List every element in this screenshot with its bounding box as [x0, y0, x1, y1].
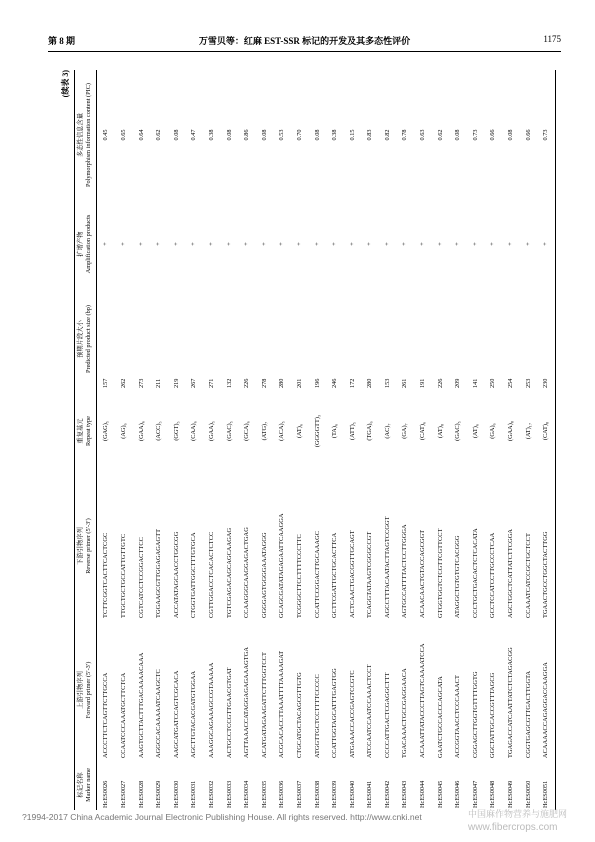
cell-amp: +: [225, 242, 233, 246]
cell-pic: 0.08: [507, 129, 515, 141]
cell-forward: CCAATCCCAAATGCTTCTCA: [119, 672, 127, 758]
cell-repeat: (CAT)₈: [537, 390, 555, 472]
column-header: [75, 200, 97, 288]
column-header-zh: 上游引物序列: [77, 671, 84, 709]
cell-size: 201: [295, 378, 303, 388]
cell-amp: +: [119, 242, 127, 246]
cell-size: 271: [207, 378, 215, 388]
cell-forward: AGTTAAACCATAGGAGAGAAAGTGA: [243, 647, 251, 758]
cell-reverse: TGTCGAGACAGCAGCAAGAG: [225, 527, 233, 618]
copyright-footer: ?1994-2017 China Academic Journal Electronic Publishing House. All rights reserved. http://www.cnki.net: [22, 812, 422, 822]
cell-reverse: ACTCAACTGACGGTTGCAGT: [348, 530, 356, 618]
column-header-zh: 多态性信息含量: [77, 112, 84, 158]
column-header-zh: 预期片段大小: [77, 320, 84, 358]
header-rule: [48, 51, 561, 52]
column-header-zh: 扩增产物: [77, 231, 84, 257]
cell-reverse: ATAGGCTGTGTGTCACGGG: [454, 535, 462, 618]
cell-forward: AGGCCACAAAAATCAAGCTC: [155, 669, 163, 758]
cell-repeat: (ACA)₅: [278, 421, 286, 441]
table-row: [519, 70, 537, 810]
cell-pic: 0.78: [401, 129, 409, 141]
cell-repeat: (GGGGTT)₃: [313, 414, 321, 448]
cell-amp: +: [190, 242, 198, 246]
cell-pic: 0.66: [489, 129, 497, 141]
table-row: [449, 70, 467, 810]
cell-reverse: CGTCATCCTCCGGACTTCC: [137, 537, 145, 618]
table-row: [308, 70, 326, 810]
cell-reverse: GCTTCGATTGCTGCACTTCA: [331, 532, 339, 618]
cell-forward: ATCCAATCCAATCCAAACTCCT: [366, 664, 374, 758]
cell-amp: +: [260, 242, 268, 246]
table-row: [97, 70, 115, 810]
cell-reverse: CCCTGCTGACACTCTCACATA: [471, 528, 479, 618]
cell-forward: CGGAGCTTGGTGTTTTGGTG: [471, 671, 479, 758]
cell-reverse: GGGGAGTGGGGAAATAGGG: [260, 532, 268, 618]
cell-marker: HcES0048: [489, 780, 497, 808]
cell-reverse: GCAGCGATATAGAGAATTCAAGGA: [278, 513, 286, 618]
cell-pic: 0.64: [137, 129, 145, 141]
cell-reverse: TGAACTGCCTGGCTACTTGG: [537, 472, 555, 620]
cell-pic: 0.73: [471, 129, 479, 141]
cell-marker: HcES0032: [207, 780, 215, 808]
cell-marker: HcES0044: [419, 780, 427, 808]
cell-pic: 0.08: [172, 129, 180, 141]
table-row: [185, 70, 203, 810]
cell-pic: 0.66: [524, 129, 532, 141]
cell-marker: HcES0030: [172, 780, 180, 808]
cell-repeat: (GA)₇: [401, 423, 409, 439]
cell-repeat: (AT)₆: [295, 423, 303, 439]
cell-amp: +: [278, 242, 286, 246]
cell-repeat: (ATT)₅: [348, 422, 356, 440]
cell-pic: 0.08: [260, 129, 268, 141]
table-row: [167, 70, 185, 810]
table-row: [467, 70, 485, 810]
table-row: [343, 70, 361, 810]
column-header-zh: 重复基元: [77, 418, 84, 444]
cell-amp: +: [172, 242, 180, 246]
cell-forward: TGAGACCATCAATTATCTCTAGACGG: [507, 647, 515, 758]
cell-pic: 0.83: [366, 129, 374, 141]
cell-amp: +: [436, 242, 444, 246]
cell-amp: +: [207, 242, 215, 246]
table-header-row: [75, 70, 97, 810]
cell-repeat: (GA)₆: [489, 423, 497, 439]
cell-repeat: (GCA)₆: [243, 421, 251, 441]
page-number: 1175: [543, 34, 561, 44]
cell-reverse: TCTTCGGTCACTTCACTCGC: [102, 532, 110, 618]
cell-amp: +: [243, 242, 251, 246]
cell-reverse: CTGGTGATTGGCTTTGTGCA: [190, 532, 198, 618]
table-row: [396, 70, 414, 810]
cell-pic: 0.47: [190, 129, 198, 141]
cell-amp: +: [537, 200, 555, 288]
cell-amp: +: [383, 242, 391, 246]
cell-size: 246: [331, 378, 339, 388]
cell-pic: 0.63: [419, 129, 427, 141]
cell-pic: 0.15: [348, 129, 356, 141]
cell-forward: AAGCATGATCCAGTCGCACA: [172, 670, 180, 758]
cell-forward: AAGTGCTTACTTTGACAAAACAAA: [137, 652, 145, 758]
cell-size: 211: [155, 378, 163, 388]
cell-size: 132: [225, 378, 233, 388]
cell-marker: HcES0036: [278, 780, 286, 808]
cell-forward: ACGCACACCTTAAATTTTAAAAGAT: [278, 650, 286, 758]
cell-repeat: (GAA)₅: [207, 420, 215, 442]
cell-repeat: (GGT)₅: [172, 421, 180, 441]
column-header-zh: 下游引物序列: [77, 527, 84, 565]
cell-pic: 0.08: [225, 129, 233, 141]
cell-forward: TGACAAACTGCCGAGGAACA: [401, 668, 409, 758]
cell-size: 273: [137, 378, 145, 388]
cell-forward: AAAGGCAGAAAGCCGTAAAAA: [207, 662, 215, 758]
cell-repeat: (AT)₁₇: [524, 422, 532, 440]
cell-size: 141: [471, 378, 479, 388]
cell-pic: 0.38: [207, 129, 215, 141]
column-header-en: Predicted product size (bp): [84, 304, 92, 374]
cell-size: 191: [419, 378, 427, 388]
cell-amp: +: [507, 242, 515, 246]
table-row: [379, 70, 397, 810]
table-row: [326, 70, 344, 810]
cell-amp: +: [401, 242, 409, 246]
table-row: [255, 70, 273, 810]
cell-repeat: (TGA)₆: [366, 421, 374, 441]
cell-size: 280: [278, 378, 286, 388]
cell-marker: HcES0037: [295, 780, 303, 808]
cell-forward: CCCCATTGACTCGAGGCTTT: [383, 672, 391, 758]
cell-pic: 0.53: [278, 129, 286, 141]
cell-forward: CGGTGAGCGTTGACTTGGTA: [524, 670, 532, 758]
cell-marker: HcES0026: [102, 780, 110, 808]
cell-size: 254: [507, 378, 515, 388]
cell-amp: +: [471, 242, 479, 246]
cell-reverse: ACCATATAGCAACCTGGCGG: [172, 531, 180, 618]
cell-pic: 0.62: [436, 129, 444, 141]
column-header-en: Repeat type: [84, 416, 92, 446]
cell-pic: 0.45: [102, 129, 110, 141]
cell-marker: HcES0043: [401, 780, 409, 808]
cell-reverse: CGTTGGACCTCACACTCTCC: [207, 531, 215, 618]
cell-reverse: CCATTCCGGACTTGCAAAGC: [313, 530, 321, 618]
cell-size: 226: [436, 378, 444, 388]
cell-repeat: (GAC)₅: [454, 421, 462, 441]
cell-marker: HcES0042: [383, 780, 391, 808]
cell-size: 253: [524, 378, 532, 388]
cell-reverse: TCGGGCTTCCTTTTCCCTTC: [295, 534, 303, 618]
cell-size: 209: [454, 378, 462, 388]
cell-marker: HcES0038: [313, 780, 321, 808]
cell-size: 196: [313, 378, 321, 388]
cell-forward: AGCTTGTACACGATGTGGAA: [190, 670, 198, 758]
cell-repeat: (ATG)₇: [260, 421, 268, 441]
cell-repeat: (CAA)₆: [190, 421, 198, 441]
cell-marker: HcES0029: [155, 780, 163, 808]
cell-pic: 0.62: [155, 129, 163, 141]
cell-pic: 0.08: [313, 129, 321, 141]
cell-repeat: (CAT)₆: [419, 421, 427, 441]
cell-pic: 0.08: [454, 129, 462, 141]
table-row: [537, 70, 555, 810]
cell-size: 219: [172, 378, 180, 388]
cell-marker: HcES0047: [471, 780, 479, 808]
cell-pic: 0.38: [331, 129, 339, 141]
cell-reverse: CCAAATCATCCGCTGCTCCT: [524, 533, 532, 618]
cell-pic: 0.86: [243, 129, 251, 141]
cell-marker: HcES0049: [507, 780, 515, 808]
cell-reverse: TCAGGTATAAGTCGGGCCGT: [366, 531, 374, 618]
table-body: [97, 70, 555, 810]
cell-marker: HcES0027: [119, 780, 127, 808]
cell-marker: HcES0033: [225, 780, 233, 808]
cell-forward: ATGAAACCACCGAGTCCGTC: [348, 670, 356, 758]
cell-repeat: (AT)₈: [436, 423, 444, 439]
cell-pic: 0.82: [383, 129, 391, 141]
cell-forward: ACAAATTATACCCTTAGTCAAAATCCA: [419, 643, 427, 758]
cell-repeat: (AG)₆: [119, 423, 127, 439]
cell-size: 157: [102, 378, 110, 388]
running-title: 万雪贝等：红麻 EST-SSR 标记的开发及其多态性评价: [198, 36, 411, 46]
cell-amp: +: [137, 242, 145, 246]
cell-reverse: ACAACAACTGTACCAGCGGT: [419, 529, 427, 618]
column-header-en: Marker name: [84, 768, 92, 802]
cell-amp: +: [489, 242, 497, 246]
cell-repeat: (ACC)₅: [155, 421, 163, 441]
cell-reverse: TTGCTGCTGCCATTGTTGTC: [119, 533, 127, 618]
cell-reverse: AGTGCCATTTTACTCCTTGGGA: [401, 524, 409, 618]
cell-amp: +: [524, 242, 532, 246]
cell-forward: GGCTATTGCACCGTTTAGCG: [489, 672, 497, 758]
cell-amp: +: [313, 242, 321, 246]
column-header: [75, 620, 97, 760]
cell-amp: +: [331, 242, 339, 246]
cell-forward: ATGGTTGCTCCTTTTCCCCC: [313, 674, 321, 758]
table-row: [414, 70, 432, 810]
table-row: [431, 70, 449, 810]
table-row: [150, 70, 168, 810]
column-header-en: Polymorphism information content (PIC): [84, 82, 92, 188]
cell-forward: ACCGGTAACCTCCCAAACT: [454, 675, 462, 758]
column-header: [75, 390, 97, 472]
cell-reverse: AGCCTTTACAATACTTAGTCCGGT: [383, 516, 391, 618]
cell-amp: +: [102, 242, 110, 246]
cell-repeat: (GAA)₈: [507, 420, 515, 442]
watermark-cn: 中国麻作物营养与施肥网: [468, 810, 568, 820]
table-row: [502, 70, 520, 810]
column-header: [75, 70, 97, 200]
cell-pic: 0.65: [119, 129, 127, 141]
cell-size: 153: [383, 378, 391, 388]
cell-marker: HcES0028: [137, 780, 145, 808]
table-row: [484, 70, 502, 810]
cell-marker: HcES0035: [260, 780, 268, 808]
cell-marker: HcES0050: [524, 780, 532, 808]
cell-forward: CCATTGGTAGCATTTGAGTGG: [331, 668, 339, 758]
cell-size: 278: [260, 378, 268, 388]
watermark-url: www.fibercrops.com: [468, 822, 558, 833]
cell-size: 267: [190, 378, 198, 388]
table-row: [220, 70, 238, 810]
issue-number: 第 8 期: [48, 36, 76, 46]
cell-reverse: CCAAGGGCAAGGAGACTGAG: [243, 527, 251, 618]
cell-forward: GAATCTGCCACCCAGCATA: [436, 676, 444, 758]
cell-marker: HcES0045: [436, 780, 444, 808]
cell-reverse: TGGAAGCGTTGGAGAGAGTT: [155, 528, 163, 618]
cell-repeat: (TA)₆: [331, 423, 339, 439]
table-row: [291, 70, 309, 810]
column-header: [75, 472, 97, 620]
cell-amp: +: [454, 242, 462, 246]
cell-repeat: (AC)₇: [383, 423, 391, 439]
cell-forward: ACAAAACCAGAGGACCAAGGA: [537, 620, 555, 760]
cell-marker: HcES0046: [454, 780, 462, 808]
column-header: [75, 760, 97, 810]
rotated-table-container: [60, 70, 550, 810]
table-row: [115, 70, 133, 810]
cell-size: 262: [119, 378, 127, 388]
cell-marker: HcES0041: [366, 780, 374, 808]
table-row: [273, 70, 291, 810]
column-header-en: Reverse primer (5′-3′): [84, 518, 92, 574]
cell-forward: CTGCATGCTACAGCGTTGTG: [295, 672, 303, 758]
table-row: [203, 70, 221, 810]
column-header-en: Amplification products: [84, 214, 92, 274]
cell-marker: HcES0051: [537, 760, 555, 810]
ssr-marker-table: [74, 70, 556, 810]
cell-marker: HcES0040: [348, 780, 356, 808]
cell-marker: HcES0031: [190, 780, 198, 808]
cell-size: 172: [348, 378, 356, 388]
cell-reverse: GTGGTGGTCTCGTTCGTTCCT: [436, 528, 444, 618]
cell-repeat: (GAA)₆: [137, 420, 145, 442]
cell-amp: +: [295, 242, 303, 246]
table-continued-label: (续表 3): [61, 70, 70, 98]
cell-pic: 0.73: [537, 70, 555, 200]
running-header: [48, 34, 561, 48]
column-header-en: Forward primer (5′-3′): [84, 661, 92, 719]
cell-reverse: AGCTGGCTCATTATCTTCGGA: [507, 528, 515, 618]
cell-forward: ACCCTTCTCAGTTCTTGCCA: [102, 672, 110, 758]
cell-size: 261: [401, 378, 409, 388]
cell-amp: +: [366, 242, 374, 246]
cell-forward: ACATGATAGAAGATTCTTTGGTCCT: [260, 652, 268, 758]
cell-forward: ACTGCCTCCGTTGAACGTGAT: [225, 667, 233, 758]
cell-marker: HcES0034: [243, 780, 251, 808]
column-header-zh: 标记名称: [77, 772, 84, 798]
cell-repeat: (GAC)₅: [225, 421, 233, 441]
cell-amp: +: [155, 242, 163, 246]
table-row: [238, 70, 256, 810]
cell-pic: 0.70: [295, 129, 303, 141]
table-row: [132, 70, 150, 810]
cell-amp: +: [348, 242, 356, 246]
cell-repeat: (AT)₆: [471, 423, 479, 439]
cell-amp: +: [419, 242, 427, 246]
cell-size: 230: [537, 288, 555, 390]
cell-size: 226: [243, 378, 251, 388]
column-header: [75, 288, 97, 390]
cell-repeat: (GAG)₅: [102, 420, 110, 442]
cell-size: 250: [489, 378, 497, 388]
cell-reverse: GCCTCCATCCTTGCCCTCAA: [489, 532, 497, 618]
cell-marker: HcES0039: [331, 780, 339, 808]
cell-size: 280: [366, 378, 374, 388]
table-row: [361, 70, 379, 810]
